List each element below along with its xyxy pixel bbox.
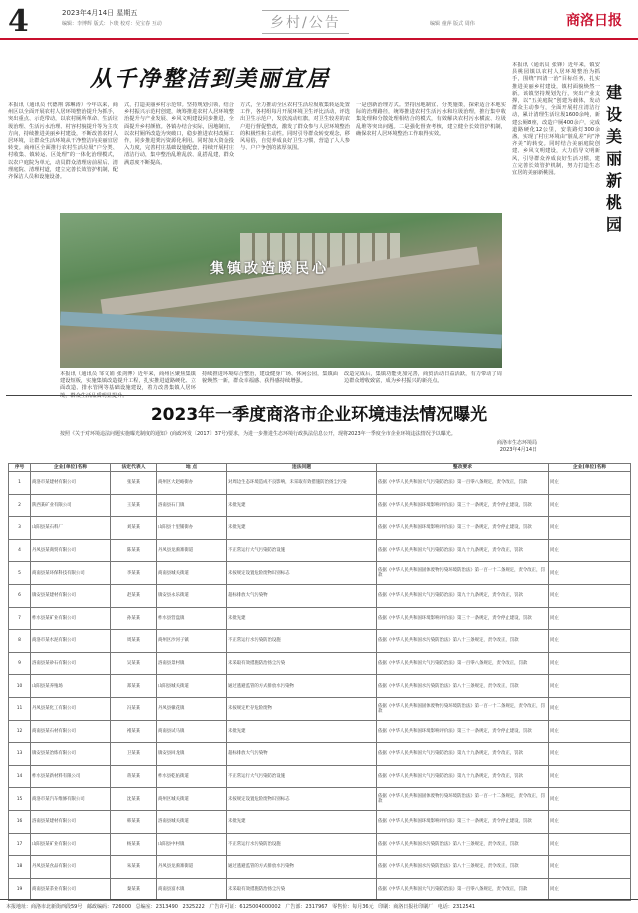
- table-cell: 商南县富水镇: [157, 878, 227, 901]
- table-cell: 商南县某环保科技有限公司: [31, 562, 111, 585]
- table-cell: 对周边生态环境造成不良影响，未采取有效措施防治扬尘污染: [227, 472, 377, 495]
- table-header-row: [9, 464, 631, 472]
- table-cell: 镇安县永乐街道: [157, 584, 227, 607]
- feature-column-3: 方式，全力推动全区农村生活垃圾收集转运处置工作，各村组每月开展环境卫生评比活动，评选出卫生示范户，发放流动红旗，对卫生较差的农户进行督促整改，激发了群众参与人居环境整治的积极性和主动性。同时引导群众转变观念，移风易俗，自觉养成良好卫生习惯，营造了人人参与、户户争创的浓厚氛围。: [240, 102, 350, 152]
- section-title: 乡村/公告: [262, 10, 349, 34]
- table-cell: 未批先建: [227, 607, 377, 630]
- notice-intro: 按照《关于对环境违法问题实施曝光制度的通知》(商政环发〔2017〕37号)要求，为进一步推进生态环境行政执法信息公开，现将2023年一季度全市企业环境违法情况予以曝光。: [60, 431, 456, 437]
- table-cell: 5: [9, 562, 31, 585]
- table-cell: 同左: [549, 765, 631, 788]
- table-cell: 超标排放大气污染物: [227, 584, 377, 607]
- table-cell: 山阳县某养殖场: [31, 675, 111, 698]
- table-cell: 未批先建: [227, 494, 377, 517]
- footer-printer: 印刷：商洛日报社印刷厂: [378, 904, 434, 910]
- table-cell: 2: [9, 494, 31, 517]
- town-renovation-photo: [60, 213, 502, 368]
- table-cell: 未批先建: [227, 720, 377, 743]
- table-cell: 依据《中华人民共和国环境影响评价法》第三十一条规定，责令停止建设，罚款: [377, 494, 549, 517]
- table-cell: 柞水县某矿业有限公司: [31, 607, 111, 630]
- table-cell: 镇安县回龙镇: [157, 743, 227, 766]
- table-cell: 洛南县某建材有限公司: [31, 810, 111, 833]
- table-cell: 商洛市某水泥有限公司: [31, 630, 111, 653]
- table-cell: 19: [9, 878, 31, 901]
- table-cell: 17: [9, 833, 31, 856]
- notice-headline: 2023年一季度商洛市企业环境违法情况曝光: [150, 405, 488, 425]
- table-cell: 商南县某石材有限公司: [31, 720, 111, 743]
- table-row: [9, 788, 631, 811]
- table-cell: 不正常运行大气污染防治设施: [227, 539, 377, 562]
- feature-column-4: 一是创新治理方式。坚持因地制宜、分类施策，探索适合本地实际的治理路径，统筹推进农村生活污水和垃圾治理，推行集中收集处理和分散处理相结合的模式，有效解决农村污水横流、垃圾乱堆等突出问题。二是强化督查考核，建立健全长效管护机制，确保农村人居环境整治工作取得实效。: [356, 102, 506, 137]
- table-cell: 朱某某: [111, 856, 157, 879]
- table-cell: 依据《中华人民共和国大气污染防治法》第九十九条规定，责令改正，罚款: [377, 539, 549, 562]
- table-cell: 依据《中华人民共和国水污染防治法》第八十三条规定，责令改正，罚款: [377, 856, 549, 879]
- table-cell: 李某某: [111, 562, 157, 585]
- table-cell: 冯某某: [111, 697, 157, 720]
- table-cell: 沈某某: [111, 788, 157, 811]
- table-cell: 9: [9, 652, 31, 675]
- table-row: [9, 607, 631, 630]
- table-cell: 赵某某: [111, 584, 157, 607]
- table-cell: 洛南县石门镇: [157, 494, 227, 517]
- table-row: [9, 856, 631, 879]
- page-number: 4: [8, 4, 29, 39]
- table-cell: 未采取有效措施防治扬尘污染: [227, 652, 377, 675]
- table-cell: 依据《中华人民共和国大气污染防治法》第九十九条规定，责令改正，罚款: [377, 743, 549, 766]
- table-cell: 不正常运行大气污染防治设施: [227, 765, 377, 788]
- table-row: [9, 833, 631, 856]
- table-cell: 依据《中华人民共和国水污染防治法》第八十三条规定，责令改正，罚款: [377, 675, 549, 698]
- table-cell: 蒋某某: [111, 765, 157, 788]
- table-cell: 刘某某: [111, 517, 157, 540]
- table-cell: 16: [9, 810, 31, 833]
- footer-address: 本报地址：商洛市北新街西段59号: [6, 904, 83, 910]
- table-cell: 张某某: [111, 472, 157, 495]
- table-row: [9, 810, 631, 833]
- table-cell: 丹凤县某商贸有限公司: [31, 539, 111, 562]
- table-cell: 山阳县某石料厂: [31, 517, 111, 540]
- table-cell: 商南县城关街道: [157, 562, 227, 585]
- table-cell: 孙某某: [111, 607, 157, 630]
- table-cell: 15: [9, 788, 31, 811]
- table-cell: 同左: [549, 652, 631, 675]
- table-cell: 8: [9, 630, 31, 653]
- table-cell: 卫某某: [111, 743, 157, 766]
- table-cell: 丹凤县某食品有限公司: [31, 856, 111, 879]
- table-cell: 韩某某: [111, 810, 157, 833]
- table-cell: 依据《中华人民共和国环境影响评价法》第三十一条规定，责令停止建设，罚款: [377, 517, 549, 540]
- table-cell: 商洛市某汽车维修有限公司: [31, 788, 111, 811]
- table-cell: 同左: [549, 539, 631, 562]
- table-cell: 依据《中华人民共和国固体废物污染环境防治法》第一百一十二条规定，责令改正，罚款: [377, 697, 549, 720]
- table-cell: 依据《中华人民共和国水污染防治法》第八十三条规定，责令改正，罚款: [377, 630, 549, 653]
- table-cell: 超标排放大气污染物: [227, 743, 377, 766]
- table-cell: 未批先建: [227, 517, 377, 540]
- table-row: [9, 720, 631, 743]
- photo-story-column-3: 改造完成后，集镇功能更加完善，商贸活动日益活跃，有力带动了周边群众增收致富，成为乡村振兴的新亮点。: [344, 371, 502, 385]
- table-cell: 山阳县某矿业有限公司: [31, 833, 111, 856]
- table-cell: 18: [9, 856, 31, 879]
- table-cell: 未按规定设置危险废物识别标志: [227, 562, 377, 585]
- table-cell: 通过逃避监管的方式排放水污染物: [227, 675, 377, 698]
- table-cell: 同左: [549, 878, 631, 901]
- table-cell: 依据《中华人民共和国大气污染防治法》第九十九条规定，责令改正，罚款: [377, 765, 549, 788]
- photo-caption: 集镇改造暖民心: [210, 261, 329, 277]
- table-cell: 山阳县中村镇: [157, 833, 227, 856]
- table-cell: 依据《中华人民共和国水污染防治法》第八十三条规定，责令改正，罚款: [377, 833, 549, 856]
- table-cell: 依据《中华人民共和国环境影响评价法》第三十一条规定，责令停止建设，罚款: [377, 720, 549, 743]
- table-cell: 丹凤县龙驹寨街道: [157, 856, 227, 879]
- table-cell: 6: [9, 584, 31, 607]
- table-cell: 褚某某: [111, 720, 157, 743]
- table-cell: 商南县试马镇: [157, 720, 227, 743]
- table-row: [9, 630, 631, 653]
- table-cell: 同左: [549, 472, 631, 495]
- table-cell: 14: [9, 765, 31, 788]
- table-cell: 通过逃避监管的方式排放水污染物: [227, 856, 377, 879]
- footer-office: 总编室：2313490 2325222: [135, 904, 205, 910]
- issue-date: 2023年4月14日 星期五: [62, 9, 138, 17]
- side-story: [512, 62, 632, 345]
- header-cell: 地 点: [157, 464, 227, 472]
- header-cell: 企业(单位)名称: [31, 464, 111, 472]
- table-cell: 陈某某: [111, 539, 157, 562]
- notice-issuer: 商洛市生态环境局: [497, 440, 538, 446]
- table-cell: 山阳县十里铺街办: [157, 517, 227, 540]
- table-cell: 同左: [549, 607, 631, 630]
- table-cell: 依据《中华人民共和国大气污染防治法》第九十九条规定，责令改正，罚款: [377, 584, 549, 607]
- table-cell: 柞水县乾佑街道: [157, 765, 227, 788]
- table-cell: 郑某某: [111, 675, 157, 698]
- table-row: [9, 697, 631, 720]
- table-cell: 同左: [549, 562, 631, 585]
- notice-date: 2023年4月14日: [499, 447, 538, 453]
- section-divider: [6, 395, 632, 396]
- table-row: [9, 743, 631, 766]
- side-story-body: 本报讯（通讯员 张锋）近年来，镇安县桃园镇以农村人居环境整治为抓手，围绕“四清一治”目标任务，扎实推进美丽乡村建设，镇村面貌焕然一新。该镇坚持规划先行，突出产业支撑，以“五美庭院”创建为载体，发动群众主动参与，全面开展村庄清洁行动，累计清理生活垃圾1600余吨，新建公厕8座，改造户厕400余户，完成道路硬化12公里，安装路灯300余盏，实现了村庄环境由“脏乱差”向“净齐美”的转变。同时结合美丽庭院创建、乡风文明建设，大力倡导文明新风，引导群众养成良好生活习惯，建立完善长效管护机制，努力打造生态宜居的美丽新桃园。: [512, 62, 600, 177]
- table-cell: 商州区沙河子镇: [157, 630, 227, 653]
- photo-river: [60, 311, 502, 348]
- table-row: [9, 584, 631, 607]
- table-cell: 洛南县某砂石有限公司: [31, 652, 111, 675]
- table-cell: 未按规定设置危险废物识别标志: [227, 788, 377, 811]
- table-cell: 1: [9, 472, 31, 495]
- table-cell: 同左: [549, 697, 631, 720]
- table-cell: 同左: [549, 494, 631, 517]
- table-cell: 秦某某: [111, 878, 157, 901]
- table-cell: 依据《中华人民共和国固体废物污染环境防治法》第一百一十二条规定，责令改正，罚款: [377, 562, 549, 585]
- table-cell: 同左: [549, 675, 631, 698]
- table-cell: 不正常运行水污染防治设施: [227, 630, 377, 653]
- table-cell: 7: [9, 607, 31, 630]
- footer-ad-dept: 广告部：2317967: [285, 904, 328, 910]
- table-cell: 柞水县某新材料有限公司: [31, 765, 111, 788]
- table-cell: 同左: [549, 856, 631, 879]
- notice-signature: [497, 440, 537, 454]
- editor-credits-right: 编辑 童萍 版式 周伟: [430, 21, 475, 27]
- footer-ad-license: 广告许可证：6125004000002: [209, 904, 281, 910]
- table-cell: 同左: [549, 833, 631, 856]
- masthead-bar: [0, 0, 638, 40]
- violations-table-body: [9, 472, 631, 901]
- table-row: [9, 562, 631, 585]
- header-cell: 违法问题: [227, 464, 377, 472]
- table-cell: 同左: [549, 630, 631, 653]
- table-cell: 依据《中华人民共和国环境影响评价法》第三十一条规定，责令停止建设，罚款: [377, 607, 549, 630]
- table-cell: 周某某: [111, 630, 157, 653]
- table-cell: 陕西某矿业有限公司: [31, 494, 111, 517]
- table-cell: 同左: [549, 720, 631, 743]
- table-cell: 4: [9, 539, 31, 562]
- table-cell: 丹凤县某化工有限公司: [31, 697, 111, 720]
- table-cell: 未按规定贮存危险废物: [227, 697, 377, 720]
- table-cell: 依据《中华人民共和国环境影响评价法》第三十一条规定，责令停止建设，罚款: [377, 810, 549, 833]
- table-cell: 同左: [549, 810, 631, 833]
- header-cell: 整改要求: [377, 464, 549, 472]
- table-cell: 依据《中华人民共和国大气污染防治法》第一百零八条规定，责令改正，罚款: [377, 472, 549, 495]
- table-cell: 同左: [549, 517, 631, 540]
- table-cell: 商州区城关街道: [157, 788, 227, 811]
- table-cell: 同左: [549, 584, 631, 607]
- table-cell: 吴某某: [111, 652, 157, 675]
- table-cell: 同左: [549, 788, 631, 811]
- table-cell: 丹凤县龙驹寨街道: [157, 539, 227, 562]
- table-cell: 13: [9, 743, 31, 766]
- table-row: [9, 494, 631, 517]
- table-cell: 洛南县城关街道: [157, 810, 227, 833]
- table-row: [9, 675, 631, 698]
- table-cell: 商洛市某建材有限公司: [31, 472, 111, 495]
- table-cell: 杨某某: [111, 833, 157, 856]
- table-row: [9, 765, 631, 788]
- table-row: [9, 472, 631, 495]
- table-cell: 不正常运行水污染防治设施: [227, 833, 377, 856]
- page-footer: [0, 899, 638, 913]
- table-cell: 依据《中华人民共和国大气污染防治法》第一百零八条规定，责令改正，罚款: [377, 878, 549, 901]
- side-story-headline: 建设美丽新桃园: [606, 83, 623, 234]
- table-row: [9, 517, 631, 540]
- table-cell: 12: [9, 720, 31, 743]
- table-row: [9, 652, 631, 675]
- editor-credits-left: 编辑：李博辉 版式：卜琰 校对：吴宝春 互动: [62, 21, 162, 27]
- table-row: [9, 539, 631, 562]
- footer-tel: 电话：2312541: [437, 904, 476, 910]
- footer-postcode: 邮政编码：726000: [86, 904, 132, 910]
- table-cell: 山阳县城关街道: [157, 675, 227, 698]
- photo-story-column-1: 本报讯（通讯员 邹文娟 张剑博）近年来，商州区聚焦集镇建设短板，实施集镇改造提升工程，扎实推进道路硬化、立面改造、排水管网等基础设施建设，着力改善集镇人居环: [60, 371, 196, 392]
- table-cell: 依据《中华人民共和国大气污染防治法》第一百零八条规定，责令改正，罚款: [377, 652, 549, 675]
- header-cell: 法定代表人: [111, 464, 157, 472]
- table-cell: 商南县某茶业有限公司: [31, 878, 111, 901]
- feature-column-1: 本报讯（通讯员 代德翔 郭琳涛）今年以来，商州区以全面开展农村人居环境整治提升为抓手，突出重点、示范带动，以农村厕所革命、生活垃圾治理、生活污水治理、村容村貌提升等为主攻方向，持续推进美丽乡村建设，不断改善农村人居环境，让群众生活环境从干净整洁向美丽宜居转变。商州区全面推行农村生活垃圾“户分类、村收集、镇转运、区处理”的一体化治理模式，以农户庭院为单元，动员群众清理房前屋后、清理庭院、清理村道，建立完善长效管护机制，配齐保洁人员和设施设备。: [8, 102, 118, 181]
- table-cell: 依据《中华人民共和国固体废物污染环境防治法》第一百一十二条规定，责令改正，罚款: [377, 788, 549, 811]
- table-cell: 王某某: [111, 494, 157, 517]
- table-cell: 未批先建: [227, 810, 377, 833]
- feature-column-2: 式，打造美丽乡村示范带。坚持规划引领，结合乡村振兴示范村创建，统筹推进农村人居环境整治提升与产业发展、乡风文明建设同步推进，全面提升乡村颜值。各镇办结合实际，因地制宜，以农村厕所改造为突破口，稳步推进农村改厕工作，同步推进粪污资源化利用。同时加大资金投入力度，完善村庄基础设施配套，持续开展村庄清洁行动，集中整治乱堆乱放、乱搭乱建，群众满意度不断提高。: [124, 102, 234, 166]
- table-cell: 未采取有效措施防治扬尘污染: [227, 878, 377, 901]
- table-cell: 丹凤县棣花镇: [157, 697, 227, 720]
- header-cell: 企业(单位)名称: [549, 464, 631, 472]
- table-cell: 11: [9, 697, 31, 720]
- photo-story-column-2: 持续推进环境综合整治，建设健身广场、休闲公园，集镇面貌焕然一新，群众幸福感、获得感持续增强。: [202, 371, 338, 385]
- table-cell: 镇安县某建材有限公司: [31, 584, 111, 607]
- footer-price: 零售价：每月36元: [332, 904, 374, 910]
- table-cell: 3: [9, 517, 31, 540]
- header-cell: 序号: [9, 464, 31, 472]
- table-cell: 10: [9, 675, 31, 698]
- table-cell: 商州区大赵峪街办: [157, 472, 227, 495]
- table-cell: 洛南县景村镇: [157, 652, 227, 675]
- table-cell: 同左: [549, 743, 631, 766]
- newspaper-logo: 商洛日报: [566, 13, 622, 29]
- table-row: [9, 878, 631, 901]
- violations-table: [8, 463, 631, 901]
- table-cell: 镇安县某冶炼有限公司: [31, 743, 111, 766]
- feature-headline: 从千净整洁到美丽宜居: [90, 66, 331, 92]
- table-cell: 柞水县营盘镇: [157, 607, 227, 630]
